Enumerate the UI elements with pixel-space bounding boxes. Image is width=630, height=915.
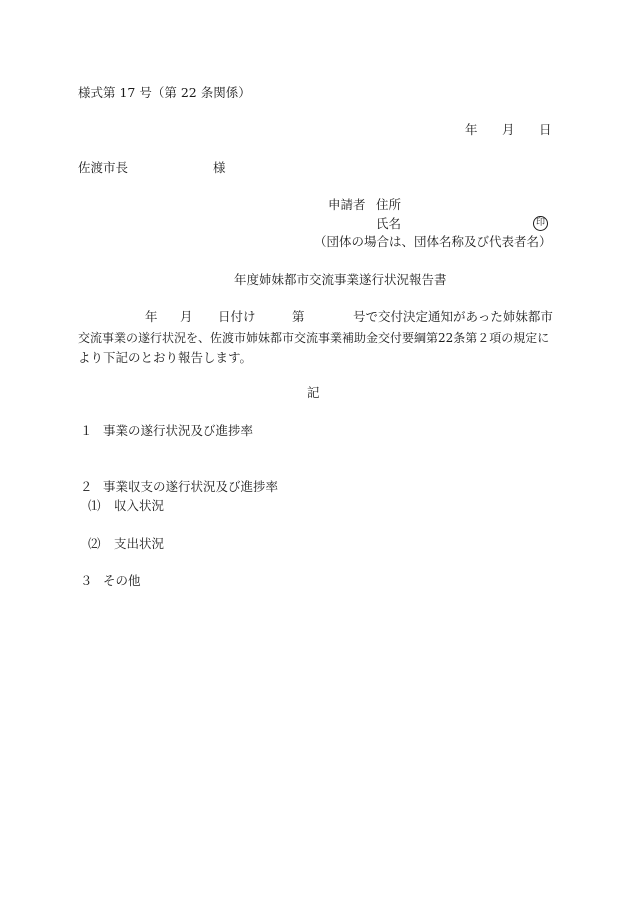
- body-month: 月: [180, 309, 193, 324]
- applicant-name-label: 氏名: [376, 216, 402, 231]
- date-month-label: 月: [502, 122, 515, 137]
- sub1-number: ⑴: [88, 498, 101, 513]
- date-day-label: 日: [539, 122, 552, 137]
- body-dai: 第: [292, 309, 305, 324]
- form-header: 様式第 17 号（第 22 条関係）: [78, 85, 251, 100]
- date-year-label: 年: [465, 122, 478, 137]
- addressee-honorific: 様: [213, 160, 226, 175]
- body-line3: より下記のとおり報告します。: [78, 350, 253, 365]
- seal-mark: [533, 216, 548, 231]
- seal-icon: 印: [533, 216, 548, 231]
- report-title: 年度姉妹都市交流事業遂行状況報告書: [234, 272, 447, 287]
- applicant-label: 申請者: [328, 197, 366, 212]
- sub1-text: 収入状況: [114, 498, 165, 513]
- ki-heading: 記: [307, 385, 320, 400]
- body-year: 年: [145, 309, 158, 324]
- body-line1-rest: 号で交付決定通知があった姉妹都市: [353, 309, 553, 324]
- item2-number: ２: [80, 479, 93, 494]
- item1-number: １: [80, 423, 93, 438]
- item3-number: ３: [80, 573, 93, 588]
- addressee-name: 佐渡市長: [78, 160, 129, 175]
- sub2-number: ⑵: [88, 536, 101, 551]
- body-dated: 日付け: [218, 309, 256, 324]
- item3-text: その他: [103, 573, 141, 588]
- item1-text: 事業の遂行状況及び進捗率: [103, 423, 254, 438]
- item2-text: 事業収支の遂行状況及び進捗率: [103, 479, 279, 494]
- sub2-text: 支出状況: [114, 536, 165, 551]
- body-line2: 交流事業の遂行状況を、佐渡市姉妹都市交流事業補助金交付要綱第22条第２項の規定に: [78, 331, 550, 345]
- applicant-group-note: （団体の場合は、団体名称及び代表者名）: [314, 234, 552, 249]
- applicant-address-label: 住所: [376, 197, 402, 212]
